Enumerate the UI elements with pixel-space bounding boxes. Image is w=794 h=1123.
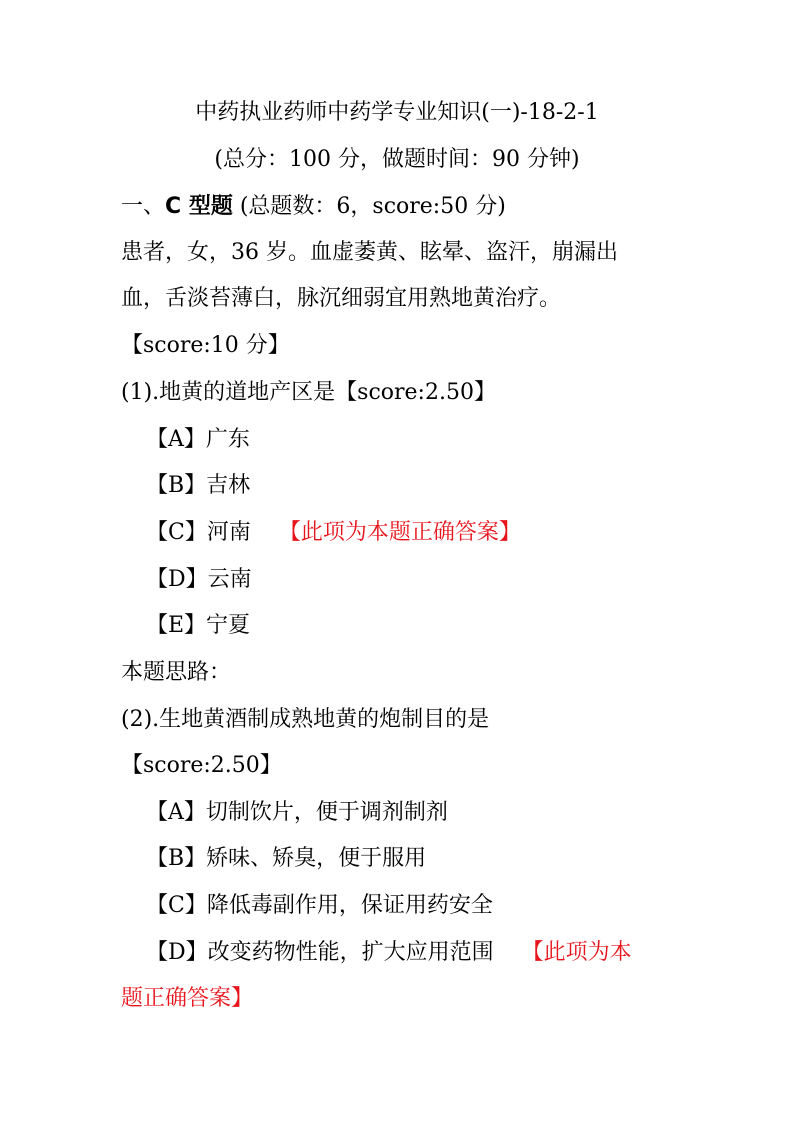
document-title: 中药执业药师中药学专业知识(一)-18-2-1 xyxy=(195,100,599,125)
question-1-option-c-row xyxy=(146,518,521,548)
question-2-stem-line-2: 【score:2.50】 xyxy=(121,753,282,778)
section-prefix: 一、 xyxy=(121,194,166,219)
correct-answer-marker-part-2: 题正确答案】 xyxy=(121,986,254,1011)
case-text-line-1: 患者，女，36 岁。血虚萎黄、眩晕、盗汗，崩漏出 xyxy=(121,240,618,265)
correct-answer-marker: 【此项为本题正确答案】 xyxy=(278,520,521,545)
question-2-option-b: 【B】矫味、矫臭，便于服用 xyxy=(146,846,427,871)
question-1-option-a: 【A】广东 xyxy=(146,427,250,452)
section-info: (总题数：6，score:50 分) xyxy=(232,194,506,219)
question-1-option-e: 【E】宁夏 xyxy=(146,613,251,638)
question-2-option-d: 【D】改变药物性能，扩大应用范围 xyxy=(146,940,494,965)
question-2-option-c: 【C】降低毒副作用，保证用药安全 xyxy=(146,893,493,918)
section-type-label: C 型题 xyxy=(165,194,233,219)
question-2-stem-line-1: (2).生地黄酒制成熟地黄的炮制目的是 xyxy=(121,707,490,732)
case-score: 【score:10 分】 xyxy=(121,333,290,358)
section-heading xyxy=(121,192,506,222)
question-1-option-b: 【B】吉林 xyxy=(146,473,251,498)
question-1-analysis-label: 本题思路： xyxy=(121,660,232,685)
question-1-option-c: 【C】河南 xyxy=(146,520,251,545)
question-2-option-a: 【A】切制饮片，便于调剂制剂 xyxy=(146,800,448,825)
question-1-option-d: 【D】云南 xyxy=(146,567,252,592)
question-2-option-d-row xyxy=(146,938,632,968)
correct-answer-marker-part-1: 【此项为本 xyxy=(521,940,632,965)
question-1-stem: (1).地黄的道地产区是【score:2.50】 xyxy=(121,380,496,405)
document-subtitle: (总分：100 分，做题时间：90 分钟) xyxy=(214,147,580,172)
case-text-line-2: 血，舌淡苔薄白，脉沉细弱宜用熟地黄治疗。 xyxy=(121,286,562,311)
